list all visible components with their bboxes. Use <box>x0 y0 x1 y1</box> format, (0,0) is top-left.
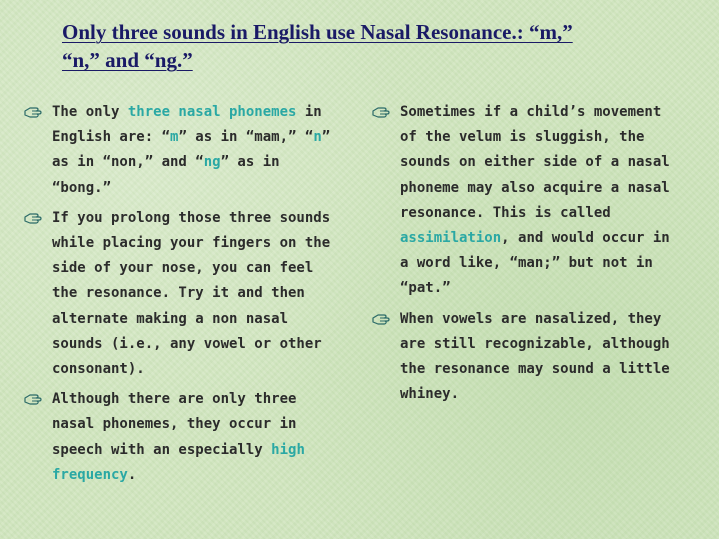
title-line-2: “n,” and “ng.” <box>62 48 193 72</box>
bullet-text: Although there are only three nasal phonemes, they occur in speech with an especially <box>52 391 297 458</box>
slide-title <box>62 18 662 74</box>
bullet-text: , and would occur in a word like, “man;” but not in “pat.” <box>400 230 670 297</box>
highlighted-term: ng <box>203 154 221 171</box>
right-column <box>372 100 672 412</box>
bullet-item <box>372 100 672 302</box>
pointing-hand-icon <box>24 104 42 120</box>
bullet-text: ” as in “bong.” <box>52 154 280 196</box>
bullet-text: ” as in “non,” and “ <box>52 129 331 171</box>
title-line-1: Only three sounds in English use Nasal Resonance.: “m,” <box>62 20 573 44</box>
pointing-hand-icon <box>372 311 390 327</box>
highlighted-term: high frequency <box>52 441 305 483</box>
pointing-hand-icon <box>24 210 42 226</box>
pointing-hand-icon <box>372 104 390 120</box>
bullet-text: in English are: “ <box>52 104 322 146</box>
bullet-item <box>24 387 344 488</box>
highlighted-term: three nasal phonemes <box>127 104 297 120</box>
bullet-text: ” as in “mam,” “ <box>178 129 314 146</box>
bullet-item <box>24 206 344 382</box>
highlighted-term: assimilation <box>400 230 502 247</box>
bullet-text: When vowels are nasalized, they are still recognizable, although the resonance may sound a little whiney. <box>400 310 670 403</box>
bullet-text: The only <box>52 104 128 120</box>
highlighted-term: n <box>313 129 322 146</box>
bullet-item <box>24 100 344 201</box>
bullet-item <box>372 307 672 408</box>
bullet-text: Sometimes if a child’s movement of the velum is sluggish, the sounds on either side of a nasal phoneme may also acquire a nasal resonance. This is called <box>400 104 670 221</box>
left-column <box>24 100 344 493</box>
pointing-hand-icon <box>24 391 42 407</box>
bullet-text: . <box>127 466 137 483</box>
highlighted-term: m <box>170 129 179 146</box>
bullet-text: If you prolong those three sounds while placing your fingers on the side of your nose, you can feel the resonance. Try it and then alternate making a non nasal sounds (i.e., any vowel or other consonant). <box>52 209 331 378</box>
